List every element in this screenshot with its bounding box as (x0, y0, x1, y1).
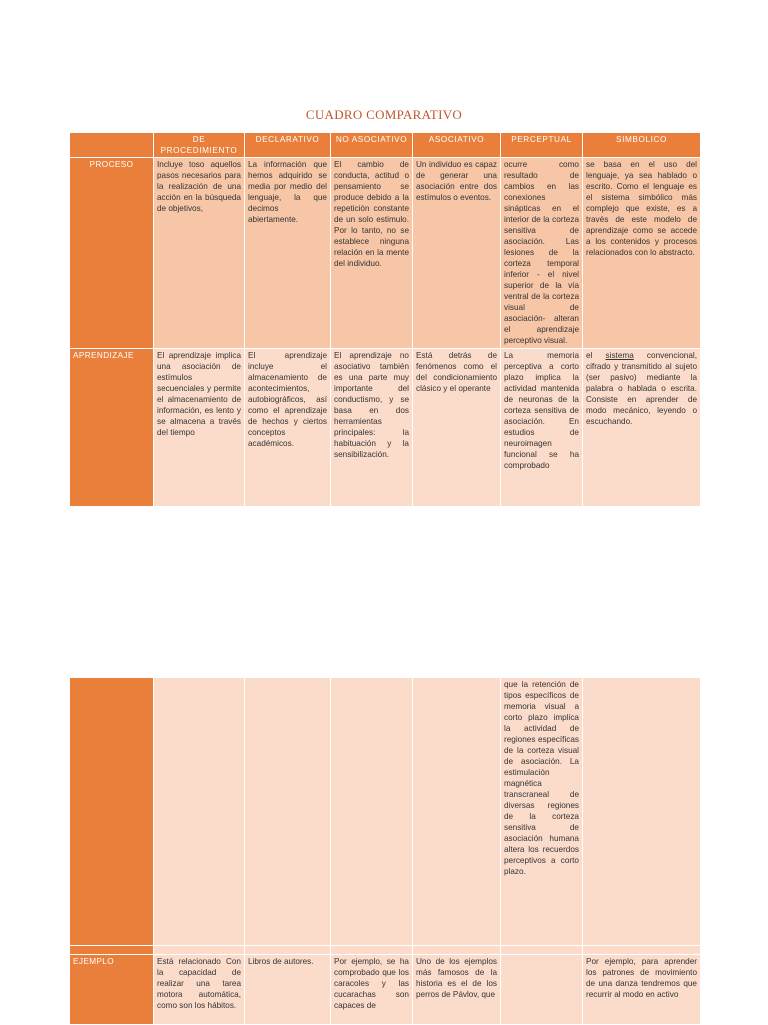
cell-proceso-procedimiento: Incluye toso aquellos pasos necesarios para la realización de una acción en la búsqueda de objetivos, (154, 158, 245, 349)
header-de-procedimiento: DE PROCEDIMIENTO (154, 133, 245, 158)
table-row-aprendizaje (70, 349, 701, 507)
cell-empty (154, 678, 245, 946)
row-label-empty (70, 678, 154, 946)
cell-aprendizaje-perceptual-continued: que la retención de tipos específicos de memoria visual a corto plazo implica la actividad de regiones específicas de la corteza visual de asociación. La estimulación magnética transcraneal de diversas regiones de la corteza sensitiva de asociación humana altera los recuerdos perceptivos a corto plazo. (501, 678, 583, 946)
cell-empty (501, 946, 583, 955)
header-declarativo: DECLARATIVO (245, 133, 331, 158)
cell-text: el (586, 351, 606, 360)
row-label-empty (70, 946, 154, 955)
cell-empty (413, 946, 501, 955)
cell-aprendizaje-no-asociativo: El aprendizaje no asociativo también es una parte muy importante del conductismo, y se basa en dos herramientas principales: la habituación y la sensibilización. (331, 349, 413, 507)
cell-ejemplo-simbolico: Por ejemplo, para aprender los patrones de movimiento de una danza tendremos que recurrir al modo en activo (583, 955, 701, 1025)
cell-empty (583, 678, 701, 946)
cell-ejemplo-asociativo: Uno de los ejemplos más famosos de la historia es el de los perros de Pávlov, que (413, 955, 501, 1025)
cell-empty (245, 946, 331, 955)
cell-empty (331, 678, 413, 946)
cell-text: convencional, cifrado y transmitido al sujeto (ser pasivo) mediante la palabra o hablada o escrita. Consiste en aprender de modo mecánico, leyendo o escuchando. (586, 351, 697, 426)
cell-proceso-perceptual: ocurre como resultado de cambios en las conexiones sinápticas en el interior de la corteza sensitiva de asociación. Las lesiones de la corteza temporal inferior - el nivel superior de la vía ventral de la corteza visual de asociación- alteran el aprendizaje perceptivo visual. (501, 158, 583, 349)
header-corner (70, 133, 154, 158)
page-title: CUADRO COMPARATIVO (305, 107, 463, 122)
row-label-aprendizaje: APRENDIZAJE (70, 349, 154, 507)
cell-aprendizaje-perceptual: La memoria perceptiva a corto plazo implica la actividad mantenida de neuronas de la corteza sensitiva de asociación. En estudios de neuroimagen funcional se ha comprobado (501, 349, 583, 507)
cell-empty (245, 678, 331, 946)
cell-aprendizaje-declarativo: El aprendizaje incluye el almacenamiento de acontecimientos, autobiográficos, así como el aprendizaje de hechos y ciertos conceptos académicos. (245, 349, 331, 507)
comparison-table-continued (69, 677, 701, 1025)
row-label-proceso: PROCESO (70, 158, 154, 349)
header-row (70, 133, 701, 158)
cell-proceso-declarativo: La información que hemos adquirido se media por medio del lenguaje, la que decimos abiertamente. (245, 158, 331, 349)
cell-empty (413, 678, 501, 946)
table-row-aprendizaje-continued (70, 678, 701, 946)
header-asociativo: ASOCIATIVO (413, 133, 501, 158)
cell-empty (154, 946, 245, 955)
table-spacer-row (70, 946, 701, 955)
cell-aprendizaje-simbolico (583, 349, 701, 507)
table-row-proceso (70, 158, 701, 349)
header-simbolico: SIMBOLICO (583, 133, 701, 158)
cell-ejemplo-perceptual (501, 955, 583, 1025)
cell-ejemplo-declarativo: Libros de autores. (245, 955, 331, 1025)
cell-proceso-asociativo: Un individuo es capaz de generar una asociación entre dos estímulos o eventos. (413, 158, 501, 349)
header-perceptual: PERCEPTUAL (501, 133, 583, 158)
header-no-asociativo: NO ASOCIATIVO (331, 133, 413, 158)
cell-proceso-no-asociativo: El cambio de conducta, actitud o pensamiento se produce debido a la repetición constante de un solo estimulo. Por lo tanto, no se establece ninguna relación en la mente del individuo. (331, 158, 413, 349)
cell-aprendizaje-procedimiento: El aprendizaje implica una asociación de estímulos secuenciales y permite el almacenamiento de información, es lento y se almacena a través del tiempo (154, 349, 245, 507)
sistema-link[interactable]: sistema (605, 351, 634, 360)
comparison-table (69, 132, 701, 507)
cell-ejemplo-no-asociativo: Por ejemplo, se ha comprobado que los caracoles y las cucarachas son capaces de (331, 955, 413, 1025)
cell-proceso-simbolico: se basa en el uso del lenguaje, ya sea hablado o escrito. Como el lenguaje es el sistema simbólico más complejo que existe, es a través de este modelo de aprendizaje como se accede a los contenidos y procesos relacionados con lo abstracto. (583, 158, 701, 349)
table-row-ejemplo (70, 955, 701, 1025)
cell-aprendizaje-asociativo: Está detrás de fenómenos como el del condicionamiento clásico y el operante (413, 349, 501, 507)
cell-empty (583, 946, 701, 955)
cell-ejemplo-procedimiento: Está relacionado Con la capacidad de realizar una tarea motora automática, como son los hábitos. (154, 955, 245, 1025)
cell-empty (331, 946, 413, 955)
row-label-ejemplo: EJEMPLO (70, 955, 154, 1025)
